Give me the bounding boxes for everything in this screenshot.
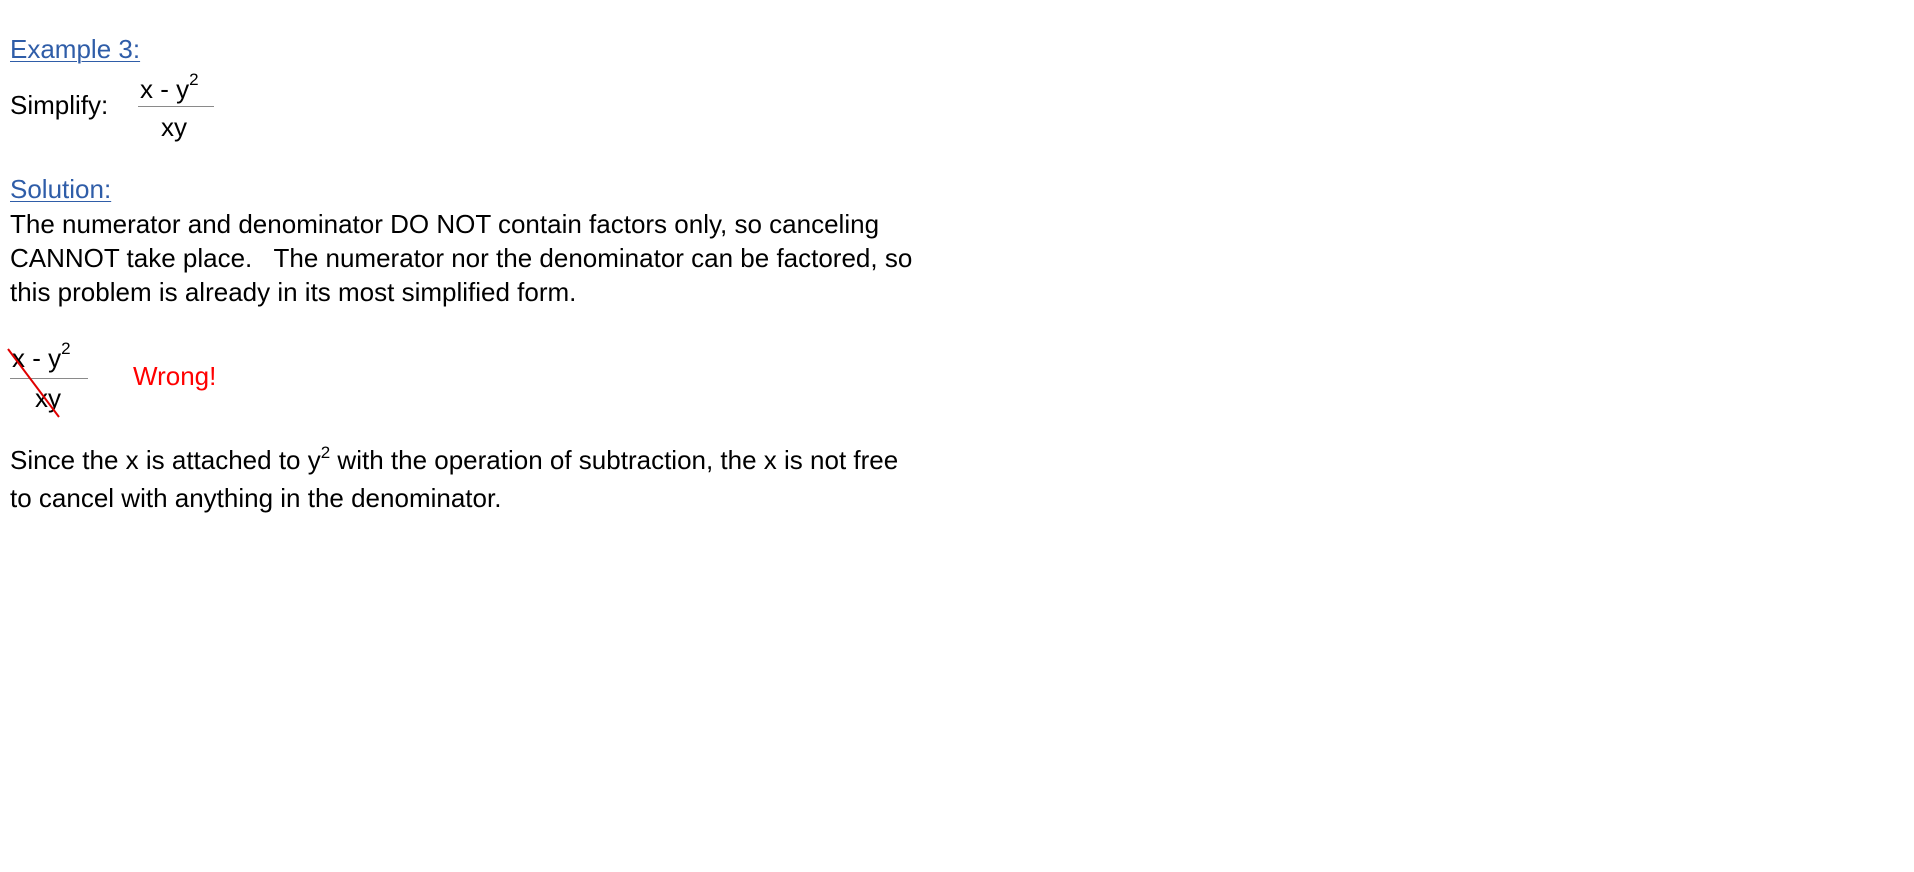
wrong-label: Wrong!: [133, 361, 217, 391]
explanation-text: with the operation of subtraction, the x is not free: [330, 445, 899, 475]
explanation-line-1: [10, 443, 1010, 481]
explanation-text: Since the x is attached to y: [10, 445, 321, 475]
explanation-line-2: to cancel with anything in the denominator.: [10, 483, 502, 513]
explanation-paragraph: [10, 443, 1010, 515]
strike-line: [8, 349, 59, 417]
wrong-denominator: xy: [35, 383, 61, 413]
strike-through-mark: [10, 337, 100, 427]
wrong-numerator-text: x - y: [12, 343, 62, 373]
wrong-fraction: [10, 337, 100, 427]
wrong-numerator-exponent: 2: [61, 339, 71, 358]
solution-line: CANNOT take place. The numerator nor the denominator can be factored, so: [10, 243, 913, 273]
example-heading: Example 3:: [10, 34, 141, 64]
simplify-label: Simplify:: [10, 90, 109, 120]
solution-line: this problem is already in its most simplified form.: [10, 277, 577, 307]
problem-numerator-exponent: 2: [189, 70, 199, 89]
problem-numerator-text: x - y: [140, 74, 190, 104]
problem-fraction-bar: [138, 106, 214, 107]
explanation-exponent: 2: [320, 443, 331, 462]
solution-line: The numerator and denominator DO NOT contain factors only, so canceling: [10, 209, 880, 239]
problem-numerator: [140, 70, 199, 105]
solution-paragraph: [10, 207, 1010, 309]
problem-fraction: [128, 62, 208, 152]
solution-heading: Solution:: [10, 174, 112, 204]
problem-denominator: xy: [161, 112, 187, 142]
